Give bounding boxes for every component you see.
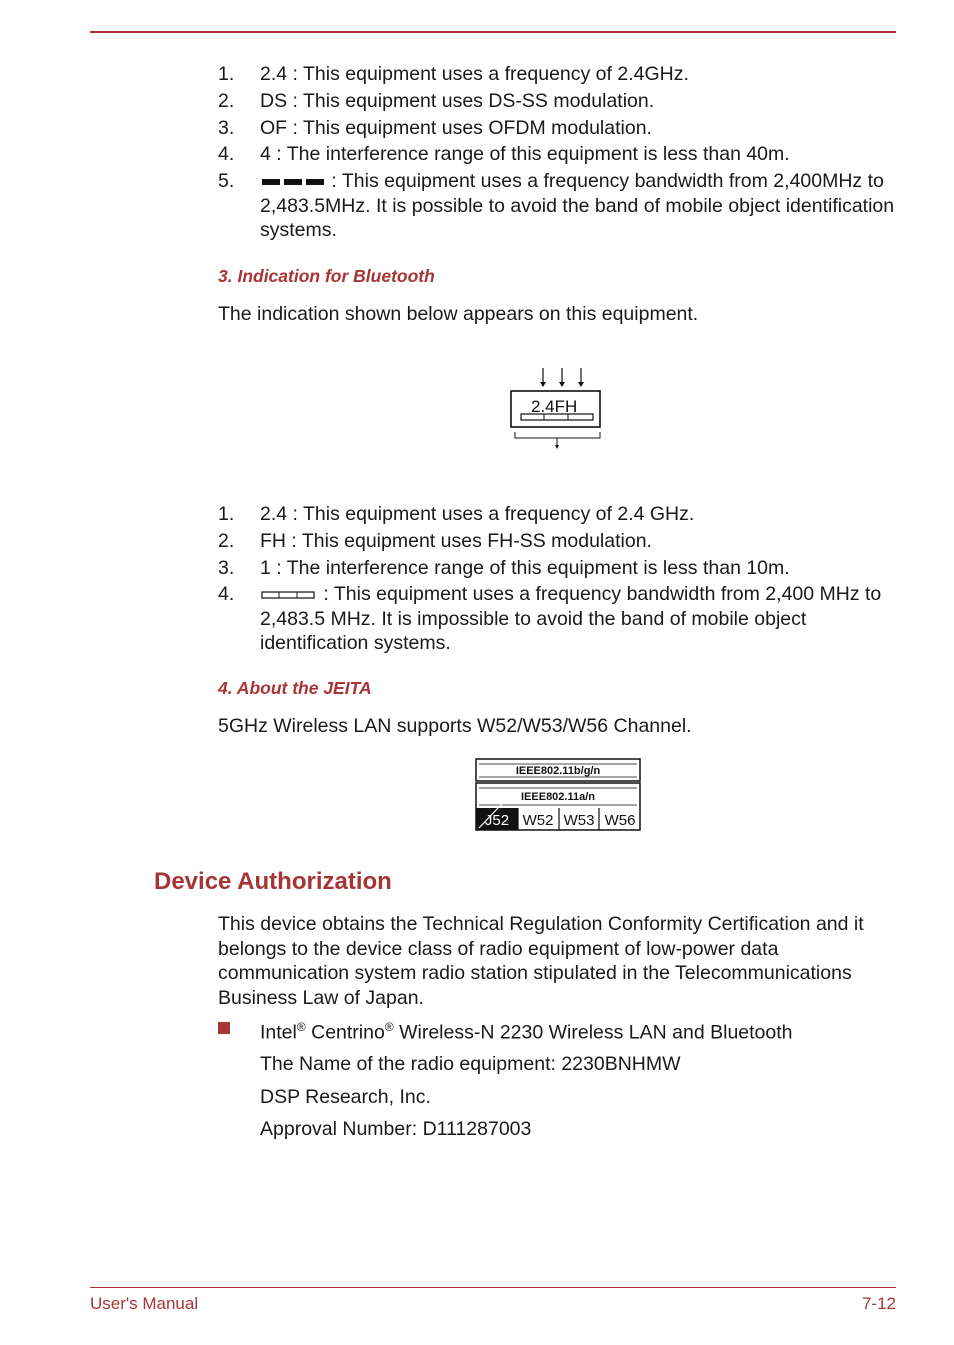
- footer-rule: [90, 1287, 896, 1288]
- jeita-channel-w56: W56: [604, 812, 636, 829]
- list-item: 1. 2.4 : This equipment uses a frequency of 2.4 GHz.: [218, 503, 695, 525]
- bluetooth-indication-label: [505, 366, 607, 452]
- jeita-label: [475, 758, 641, 832]
- list-item: 3. 1 : The interference range of this equipment is less than 10m.: [218, 556, 790, 579]
- list-item: 1. 2.4 : This equipment uses a frequency of 2.4GHz.: [218, 63, 689, 85]
- list-item: 2. DS : This equipment uses DS-SS modulation.: [218, 89, 655, 112]
- footer-title: User's Manual: [90, 1294, 199, 1313]
- outlined-band-icon: [260, 590, 318, 600]
- list-item: 5. : This equipment uses a frequency bandwidth from 2,400MHz to 2,483.5MHz. It is possible to avoid the band of mobile object identification systems.: [218, 170, 895, 242]
- bluetooth-intro: The indication shown below appears on this equipment.: [218, 303, 699, 325]
- device-authorization-heading: Device Authorization: [154, 868, 392, 895]
- jeita-channel-w53: W53: [563, 812, 595, 829]
- jeita-heading: 4. About the JEITA: [218, 678, 372, 698]
- jeita-channel-j52: J52: [484, 812, 510, 829]
- list-item: 2. FH : This equipment uses FH-SS modulation.: [218, 529, 652, 552]
- page-number: 7-12: [861, 1294, 896, 1313]
- header-rule: [90, 31, 896, 33]
- jeita-text: 5GHz Wireless LAN supports W52/W53/W56 Channel.: [218, 715, 692, 737]
- jeita-label-row2: IEEE802.11a/n: [521, 791, 595, 803]
- bullet-item: Intel® Centrino® Wireless-N 2230 Wireless LAN and Bluetooth: [260, 1020, 793, 1044]
- wlan-indication-list: [218, 62, 908, 245]
- list-item: 4. 4 : The interference range of this equipment is less than 40m.: [218, 143, 790, 166]
- radio-equipment-name: The Name of the radio equipment: 2230BNHMW: [260, 1053, 681, 1075]
- bluetooth-label-text: 2.4FH: [531, 397, 578, 416]
- list-item: 3. OF : This equipment uses OFDM modulation.: [218, 116, 652, 139]
- bluetooth-indication-list: [218, 502, 908, 658]
- manufacturer: DSP Research, Inc.: [260, 1086, 431, 1108]
- solid-band-icon: [260, 177, 326, 187]
- bullet-square-icon: [218, 1022, 230, 1034]
- approval-number: Approval Number: D111287003: [260, 1118, 532, 1140]
- list-item: 4. : This equipment uses a frequency bandwidth from 2,400 MHz to 2,483.5 MHz. It is impossible to avoid the band of mobile object identification systems.: [218, 583, 882, 655]
- device-authorization-text: This device obtains the Technical Regulation Conformity Certification and it belongs to the device class of radio equipment of low-power data communication system radio station stipulated in the Telecommunications Business Law of Japan.: [218, 913, 864, 1009]
- jeita-channel-w52: W52: [522, 812, 554, 829]
- jeita-label-row1: IEEE802.11b/g/n: [515, 765, 601, 777]
- bluetooth-heading: 3. Indication for Bluetooth: [218, 266, 435, 286]
